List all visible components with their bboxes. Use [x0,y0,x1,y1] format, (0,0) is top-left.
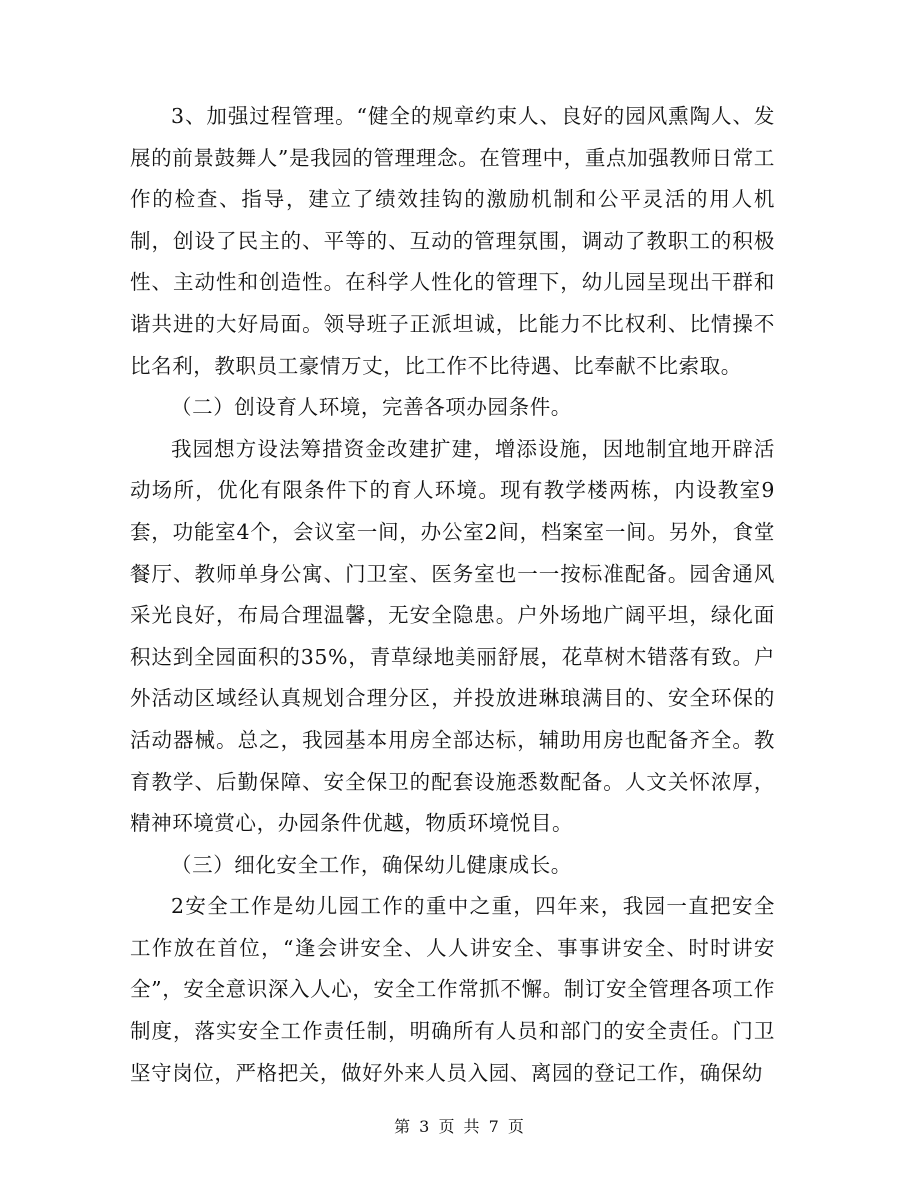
document-body [130,96,775,1094]
paragraph-safety: 2安全工作是幼儿园工作的重中之重，四年来，我园一直把安全工作放在首位，“逢会讲安全、人人讲安全、事事讲安全、时时讲安全”，安全意识深入人心，安全工作常抓不懈。制订安全管理各项工作制度，落实安全工作责任制，明确所有人员和部门的安全责任。门卫坚守岗位，严格把关，做好外来人员入园、离园的登记工作，确保幼 [130,894,775,1085]
paragraph-environment: 我园想方设法筹措资金改建扩建，增添设施，因地制宜地开辟活动场所，优化有限条件下的育人环境。现有教学楼两栋，内设教室9套，功能室4个，会议室一间，办公室2间，档案室一间。另外，食堂餐厅、教师单身公寓、门卫室、医务室也一一按标准配备。园舍通风采光良好，布局合理温馨，无安全隐患。户外场地广阔平坦，绿化面积达到全园面积的35%，青草绿地美丽舒展，花草树木错落有致。户外活动区域经认真规划合理分区，并投放进琳琅满目的、安全环保的活动器械。总之，我园基本用房全部达标，辅助用房也配备齐全。教育教学、后勤保障、安全保卫的配套设施悉数配备。人文关怀浓厚，精神环境赏心，办园条件优越，物质环境悦目。 [130,436,775,836]
section-heading-environment: （二）创设育人环境，完善各项办园条件。 [171,395,572,420]
section-heading-safety: （三）细化安全工作，确保幼儿健康成长。 [171,852,572,877]
page-number-label: 第 3 页 共 7 页 [394,1117,526,1136]
paragraph-process-management: 3、加强过程管理。“健全的规章约束人、良好的园风熏陶人、发展的前景鼓舞人”是我园的管理理念。在管理中，重点加强教师日常工作的检查、指导，建立了绩效挂钩的激励机制和公平灵活的用人机制，创设了民主的、平等的、互动的管理氛围，调动了教职工的积极性、主动性和创造性。在科学人性化的管理下，幼儿园呈现出干群和谐共进的大好局面。领导班子正派坦诚，比能力不比权利、比情操不比名利，教职员工豪情万丈，比工作不比待遇、比奉献不比索取。 [130,104,775,378]
page-footer [0,1114,920,1137]
